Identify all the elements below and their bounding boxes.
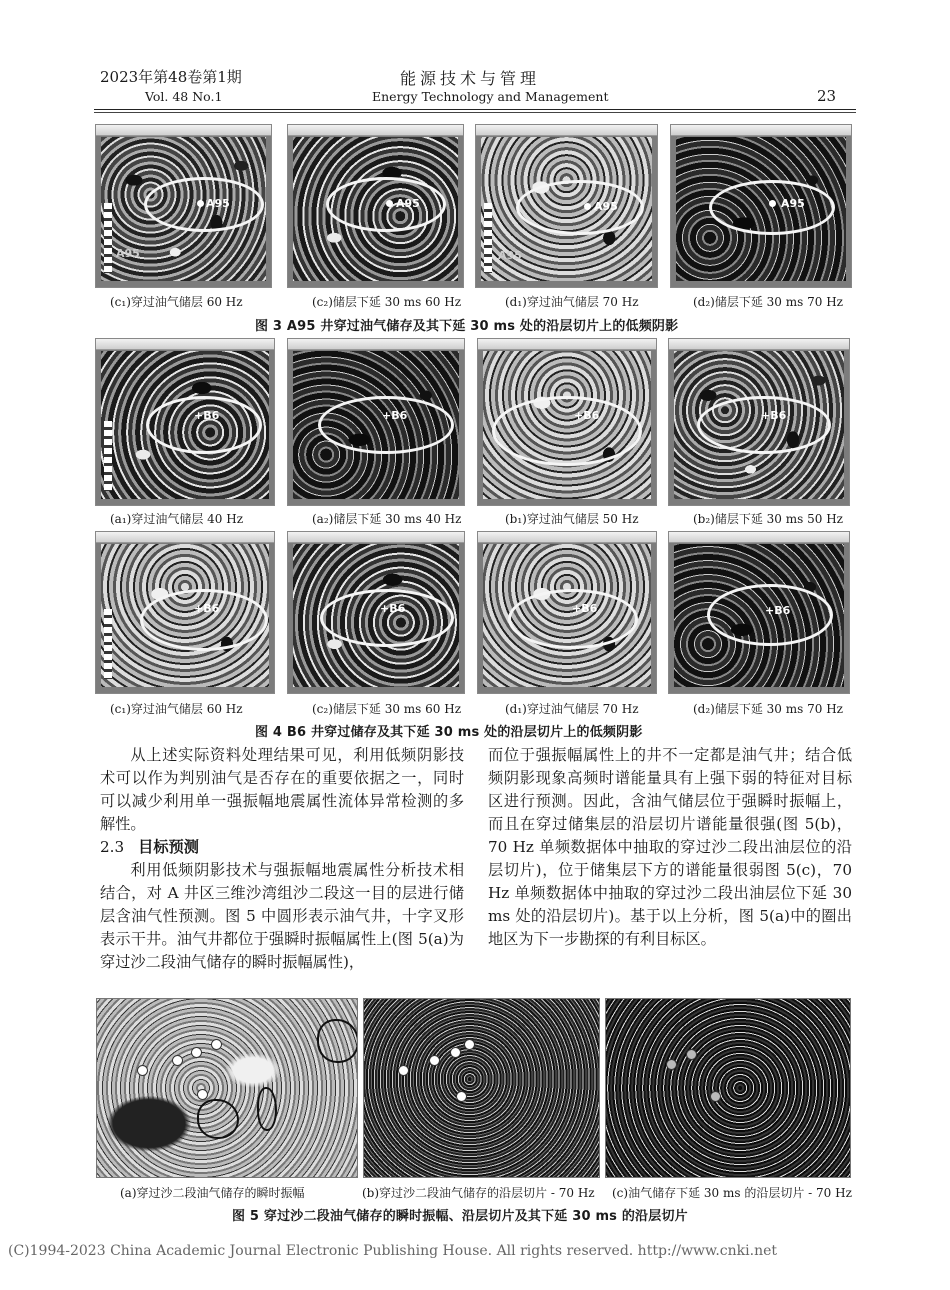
- fig5-caption-b: (b)穿过沙二段油气储存的沿层切片 - 70 Hz: [362, 1186, 595, 1200]
- well-label: +B6: [574, 409, 600, 422]
- well-label: +B6: [765, 604, 791, 617]
- target-outline: [257, 1087, 277, 1131]
- section-number: 2.3: [100, 838, 125, 856]
- oil-well-marker: [464, 1039, 475, 1050]
- fig4-caption-d2: (d₂)储层下延 30 ms 70 Hz: [693, 702, 843, 716]
- journal-title-en: Energy Technology and Management: [372, 89, 609, 104]
- header-rule-2: [94, 112, 856, 113]
- journal-volume-en: Vol. 48 No.1: [145, 89, 223, 104]
- fig5-title: 图 5 穿过沙二段油气储存的瞬时振幅、沿层切片及其下延 30 ms 的沿层切片: [232, 1209, 688, 1224]
- page-number: 23: [817, 87, 837, 105]
- fig4-panel-d2: [668, 531, 850, 694]
- oil-well-marker: [398, 1065, 409, 1076]
- body-left-column: [100, 744, 464, 974]
- fig3-title: 图 3 A95 井穿过油气储存及其下延 30 ms 处的沿层切片上的低频阴影: [255, 319, 679, 334]
- body-right-column: [488, 744, 852, 951]
- paragraph-2: 利用低频阴影技术与强振幅地震属性分析技术相结合，对 A 井区三维沙湾组沙二段这一目的层进行储层含油气性预测。图 5 中圆形表示油气井，十字叉形表示干井。油气井都位于强瞬时振幅属性上(图 5(a)为穿过沙二段油气储存的瞬时振幅属性)，: [100, 861, 464, 971]
- journal-title-cn: 能源技术与管理: [400, 69, 541, 88]
- fig5-map-b: [363, 998, 600, 1178]
- oil-well-marker: [686, 1049, 697, 1060]
- well-label: A95: [206, 197, 230, 210]
- section-title: 目标预测: [138, 838, 199, 856]
- fig4-panel-c2: [287, 531, 465, 694]
- fig4-caption-b2: (b₂)储层下延 30 ms 50 Hz: [693, 512, 843, 526]
- fig4-caption-d1: (d₁)穿过油气储层 70 Hz: [505, 702, 639, 716]
- copyright-footer: (C)1994-2023 China Academic Journal Electronic Publishing House. All rights reserved. http://www.cnki.net: [8, 1243, 778, 1259]
- fig4-panel-b2: [668, 338, 850, 506]
- fig3-caption-c2: (c₂)储层下延 30 ms 60 Hz: [312, 295, 462, 309]
- fig4-caption-c2: (c₂)储层下延 30 ms 60 Hz: [312, 702, 462, 716]
- well-label: +B6: [572, 602, 598, 615]
- fig3-panel-d2: [670, 124, 852, 288]
- section-heading: [100, 836, 464, 859]
- well-label: +B6: [761, 409, 787, 422]
- corner-well-label: A95: [498, 249, 522, 262]
- fig4-panel-b1: [477, 338, 657, 506]
- oil-well-marker: [456, 1091, 467, 1102]
- oil-well-marker: [191, 1047, 202, 1058]
- fig3-caption-d1: (d₁)穿过油气储层 70 Hz: [505, 295, 639, 309]
- fig4-title: 图 4 B6 井穿过储存及其下延 30 ms 处的沿层切片上的低频阴影: [255, 725, 643, 740]
- fig4-caption-a1: (a₁)穿过油气储层 40 Hz: [110, 512, 244, 526]
- fig3-caption-d2: (d₂)储层下延 30 ms 70 Hz: [693, 295, 843, 309]
- paragraph-3: 而位于强振幅属性上的井不一定都是油气井；结合低频阴影现象高频时谱能量具有上强下弱的特征对目标区进行预测。因此，含油气储层位于强瞬时振幅上，而且在穿过储集层的沿层切片谱能量很强(图 5(b)，70 Hz 单频数据体中抽取的穿过沙二段出油层位的沿层切片)，位于储集层下方的谱能量很弱图 5(c)，70 Hz 单频数据体中抽取的穿过沙二段出油层位下延 30 ms 处的沿层切片)。基于以上分析，图 5(a)中的圈出地区为下一步勘探的有利目标区。: [488, 746, 852, 948]
- fig4-panel-a2: [287, 338, 465, 506]
- corner-well-label: A95: [116, 247, 140, 260]
- oil-well-marker: [710, 1091, 721, 1102]
- fig3-panel-c1: [95, 124, 272, 288]
- fig4-panel-a1: [95, 338, 275, 506]
- header-rule: [94, 109, 856, 110]
- fig4-caption-b1: (b₁)穿过油气储层 50 Hz: [505, 512, 639, 526]
- target-outline: [317, 1019, 358, 1063]
- target-outline: [197, 1099, 239, 1139]
- fig5-map-c: [605, 998, 851, 1178]
- well-label: +B6: [194, 409, 220, 422]
- well-label: +B6: [194, 602, 220, 615]
- fig5-map-a: [96, 998, 358, 1178]
- oil-well-marker: [172, 1055, 183, 1066]
- fig4-caption-a2: (a₂)储层下延 30 ms 40 Hz: [312, 512, 462, 526]
- oil-well-marker: [137, 1065, 148, 1076]
- oil-well-marker: [666, 1059, 677, 1070]
- journal-issue-cn: 2023年第48卷第1期: [100, 68, 242, 86]
- well-label: A95: [781, 197, 805, 210]
- fig4-caption-c1: (c₁)穿过油气储层 60 Hz: [110, 702, 243, 716]
- fig3-panel-c2: [287, 124, 464, 288]
- well-label: A95: [594, 200, 618, 213]
- well-label: A95: [396, 197, 420, 210]
- fig5-caption-c: (c)油气储存下延 30 ms 的沿层切片 - 70 Hz: [612, 1186, 852, 1200]
- fig5-caption-a: (a)穿过沙二段油气储存的瞬时振幅: [120, 1186, 305, 1200]
- oil-well-marker: [429, 1055, 440, 1066]
- oil-well-marker: [450, 1047, 461, 1058]
- fig3-caption-c1: (c₁)穿过油气储层 60 Hz: [110, 295, 243, 309]
- oil-well-marker: [197, 1089, 208, 1100]
- paragraph-1: 从上述实际资料处理结果可见，利用低频阴影技术可以作为判别油气是否存在的重要依据之一，同时可以减少利用单一强振幅地震属性流体异常检测的多解性。: [100, 746, 464, 833]
- well-label: +B6: [380, 602, 406, 615]
- fig4-panel-c1: [95, 531, 275, 694]
- fig3-panel-d1: [475, 124, 658, 288]
- well-label: +B6: [382, 409, 408, 422]
- fig4-panel-d1: [477, 531, 657, 694]
- oil-well-marker: [211, 1039, 222, 1050]
